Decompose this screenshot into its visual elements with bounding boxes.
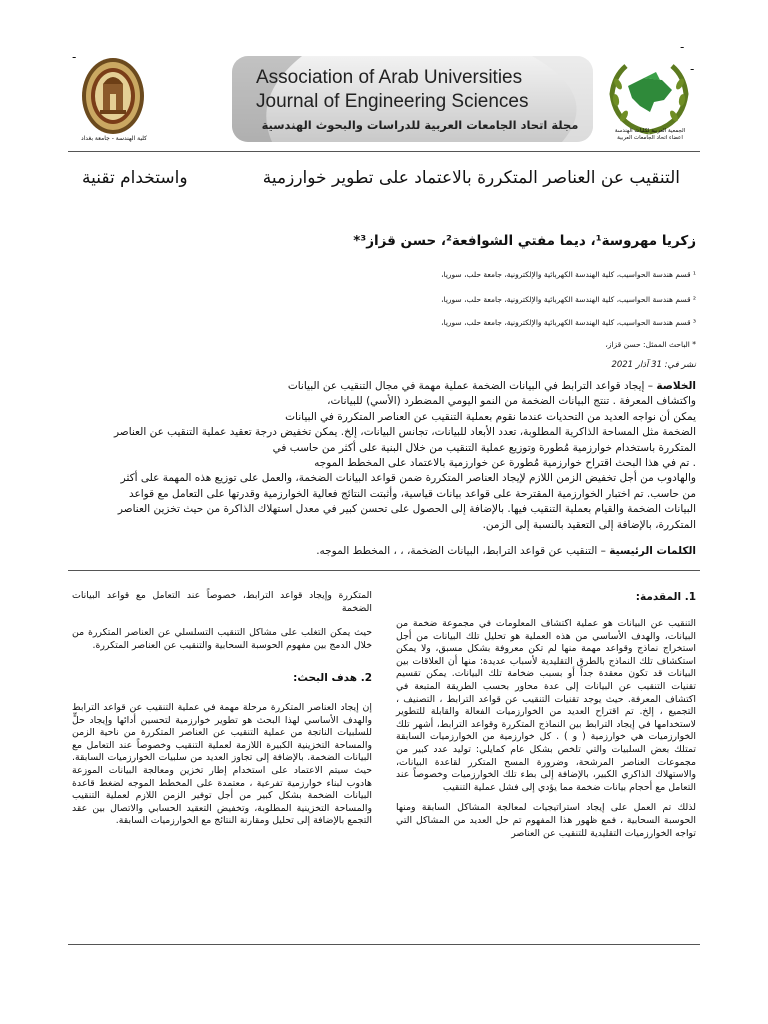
affiliation-3: ³ قسم هندسة الحواسيب، كلية الهندسة الكهربائية والإلكترونية، جامعة حلب، سوريا، bbox=[441, 318, 696, 327]
left-paragraph-1: المتكررة وإيجاد قواعد الترابط، خصوصاً عند التعامل مع قواعد البيانات الضخمة bbox=[72, 590, 372, 614]
footer-rule bbox=[68, 944, 700, 945]
affiliation-2: ² قسم هندسة الحواسيب، كلية الهندسة الكهربائية والإلكترونية، جامعة حلب، سوريا، bbox=[441, 295, 696, 304]
top-mark-right-1: - bbox=[680, 40, 685, 54]
aim-column bbox=[72, 702, 372, 828]
top-mark-left: - bbox=[72, 50, 77, 64]
left-paragraph-2: حيث يمكن التغلب على مشاكل التنقيب التسلسلي عن العناصر المتكررة من خلال الدمج بين مفهوم الحوسبة السحابية والتنقيب عن العناصر المتكررة. bbox=[72, 627, 372, 651]
abstract-line: واكتشاف المعرفة . تنتج البيانات الضخمة من النمو اليومي المضطرد (الأسي) للبيانات، bbox=[327, 395, 696, 408]
abstract-line: . تم في هذا البحث اقتراح خوارزمية مُطورة عن خوارزمية بالاعتماد على المخطط الموجه bbox=[314, 457, 696, 470]
abstract-line: من حاسب. تم اختبار الخوارزمية المقترحة على قواعد بيانات قياسية، وأثبتت النتائج فعالية الخوارزمية وقدرتها على التعامل مع قواعد bbox=[128, 487, 696, 500]
journal-arabic-subtitle: مجلة اتحاد الجامعات العربية للدراسات والبحوث الهندسية bbox=[261, 118, 579, 132]
abstract-line-0-rest: – إيجاد قواعد الترابط في البيانات الضخمة عملية مهمة في مجال التنقيب عن البيانات bbox=[287, 380, 657, 392]
abstract-line: يمكن أن نواجه العديد من التحديات عندما نقوم بعملية التنقيب عن العناصر المتكررة في البيانات bbox=[285, 410, 696, 423]
intro-paragraph-2: لذلك تم العمل على إيجاد استراتيجيات لمعالجة المشاكل السابقة ومنها الحوسبة السحابية ، فمع ظهور هذا المفهوم تم حل العديد من المشاكل التي تواجه الخوارزميات التقليدية للتنقيب عن العناصر bbox=[396, 802, 696, 839]
intro-column bbox=[396, 618, 696, 840]
intro-paragraph-1: التنقيب عن البيانات هو عملية اكتشاف المعلومات في مجموعة ضخمة من البيانات، والهدف الأساسي من هذه العملية هو تحليل تلك البيانات من أجل استخراج نماذج وقواعد مهمة منها لم تكن معروفة بشكل مسبق، ولا يمكن استكشاف تلك النماذج بالطرق التقليدية لأسباب عديدة: منها أن العلاقات بين البيانات قد تكون معقدة جداً أو بسبب ضخامة تلك البيانات. يمكن تقسيم تقنيات التنقيب عن البيانات إلى عدة محاور بحسب الطريقة المتبعة في اكتشاف المعرفة. حيث يوجد تقنيات التنقيب عن قواعد الترابط ، التصنيف ، التجميع ، إلخ. تم اقتراح العديد من الخوارزميات الفعالة والقابلة للتطوير لاستخدامها في إيجاد الترابط بين النماذج المتكررة وقواعد الترابط، أشهر تلك الخوارزميات هي خوارزمية ( و ) . كل خوارزمية من الخوارزميات السابقة تمتلك بعض السلبيات والتي تلخص بشكل عام كمايلي: توليد عدد كبير من مجموعات العناصر المرشحة، وضرورة المسح المتكرر لقاعدة البيانات، والاستهلاك الذاكري الكبير، بالإضافة إلى بطء تلك الخوارزميات وخصوصاً عند التعامل مع أحجام بيانات ضخمة مما يؤدي إلى فشل عملية التنقيب bbox=[396, 618, 696, 793]
abstract-line: والهادوب من أجل تخفيض الزمن اللازم لإيجاد العناصر المتكررة ضمن قواعد البيانات الضخمة، والعمل على توزيع هذه المهمة على أكثر bbox=[120, 472, 696, 485]
journal-title-line2: Journal of Engineering Sciences bbox=[256, 91, 529, 112]
aim-heading: 2. هدف البحث: bbox=[293, 672, 372, 684]
authors: زكريا مهروسة¹، ديما مفتي الشوافعة²، حسن قزاز³* bbox=[353, 233, 696, 249]
abstract-line: الخلاصة – إيجاد قواعد الترابط في البيانات الضخمة عملية مهمة في مجال التنقيب عن البيانات bbox=[287, 380, 696, 392]
abstract-line: المتكررة باستخدام خوارزمية مُطورة وتوزيع عملية التنقيب من خلال البنية على أكثر من حاسب في bbox=[272, 441, 696, 454]
article-title-left: واستخدام تقنية bbox=[82, 168, 188, 188]
abstract-line: البيانات الضخمة والقيام بعملية التنقيب فيها. بالإضافة إلى الحصول على تحسن كبير في معدل استهلاك الذاكرة من حيث تخزين العناصر bbox=[117, 503, 696, 516]
keywords-text: – التنقيب عن قواعد الترابط، البيانات الضخمة، ، ، المخطط الموجه. bbox=[316, 545, 610, 557]
left-column-top bbox=[72, 590, 372, 652]
corresponding-author: * الباحث الممثل: حسن قزاز، bbox=[605, 340, 696, 349]
top-mark-right-2: - bbox=[690, 62, 695, 76]
abstract-line: المتكررة، بالإضافة إلى التعقيد بالنسبة إلى الزمن. bbox=[482, 518, 696, 531]
journal-title-line1: Association of Arab Universities bbox=[256, 67, 523, 88]
aim-paragraph: إن إيجاد العناصر المتكررة مرحلة مهمة في عملية التنقيب عن قواعد الترابط والهدف الأساسي لهذا البحث هو تطوير خوارزمية لتحسين أدائها وإيجاد حلٍّ للسلبيات الناتجة من عملية التنقيب عن العناصر المتكررة من ناحية الزمن والمساحة التخزينية الكبيرة اللازمة لعملية التنقيب وخصوصاً عند التعامل مع البيانات الضخمة. بالإضافة إلى تجاوز العديد من سلبيات الخوارزميات السابقة. حيث سيتم الاعتماد على استخدام إطار تخزين ومعالجة البيانات الموزعة هادوب لبناء خوارزمية تفرعية ، معتمدة على المخطط الموجه لضغط قاعدة البيانات الضخمة بشكل كبير من أجل توفير الزمن اللازم لعملية التنقيب والمساحة التخزينية المطلوبة، وتخفيض التعقيد الحسابي والاتصال بين عقد التجمع بالإضافة إلى تحليل ومقارنة النتائج مع الخوارزميات السابقة. bbox=[72, 702, 372, 827]
affiliation-1: ¹ قسم هندسة الحواسيب، كلية الهندسة الكهربائية والإلكترونية، جامعة حلب، سوريا، bbox=[441, 270, 696, 279]
keywords-label: الكلمات الرئيسية bbox=[609, 545, 696, 557]
right-logo-caption: الجمعية العربية لكليات الهندسة اعضاء اتحاد الجامعات العربية bbox=[614, 128, 686, 141]
abstract-rule bbox=[68, 570, 700, 571]
publication-date: نشر في: 31 آذار 2021 bbox=[611, 360, 696, 370]
abstract-line: الضخمة مثل المساحة الذاكرية المطلوبة، تعدد الأبعاد للبيانات، تجانس البيانات، إلخ. يمكن تخفيض درجة تعقيد عملية التنقيب عن العناصر bbox=[113, 426, 696, 439]
article-title-right: التنقيب عن العناصر المتكررة بالاعتماد على تطوير خوارزمية bbox=[262, 168, 680, 188]
university-of-baghdad-seal-icon bbox=[80, 56, 146, 142]
abstract bbox=[74, 379, 696, 533]
left-logo-caption: كلية الهندسة - جامعة بغداد bbox=[80, 135, 148, 142]
intro-heading: 1. المقدمة: bbox=[635, 591, 696, 603]
keywords bbox=[74, 545, 696, 557]
header-rule bbox=[68, 151, 700, 152]
